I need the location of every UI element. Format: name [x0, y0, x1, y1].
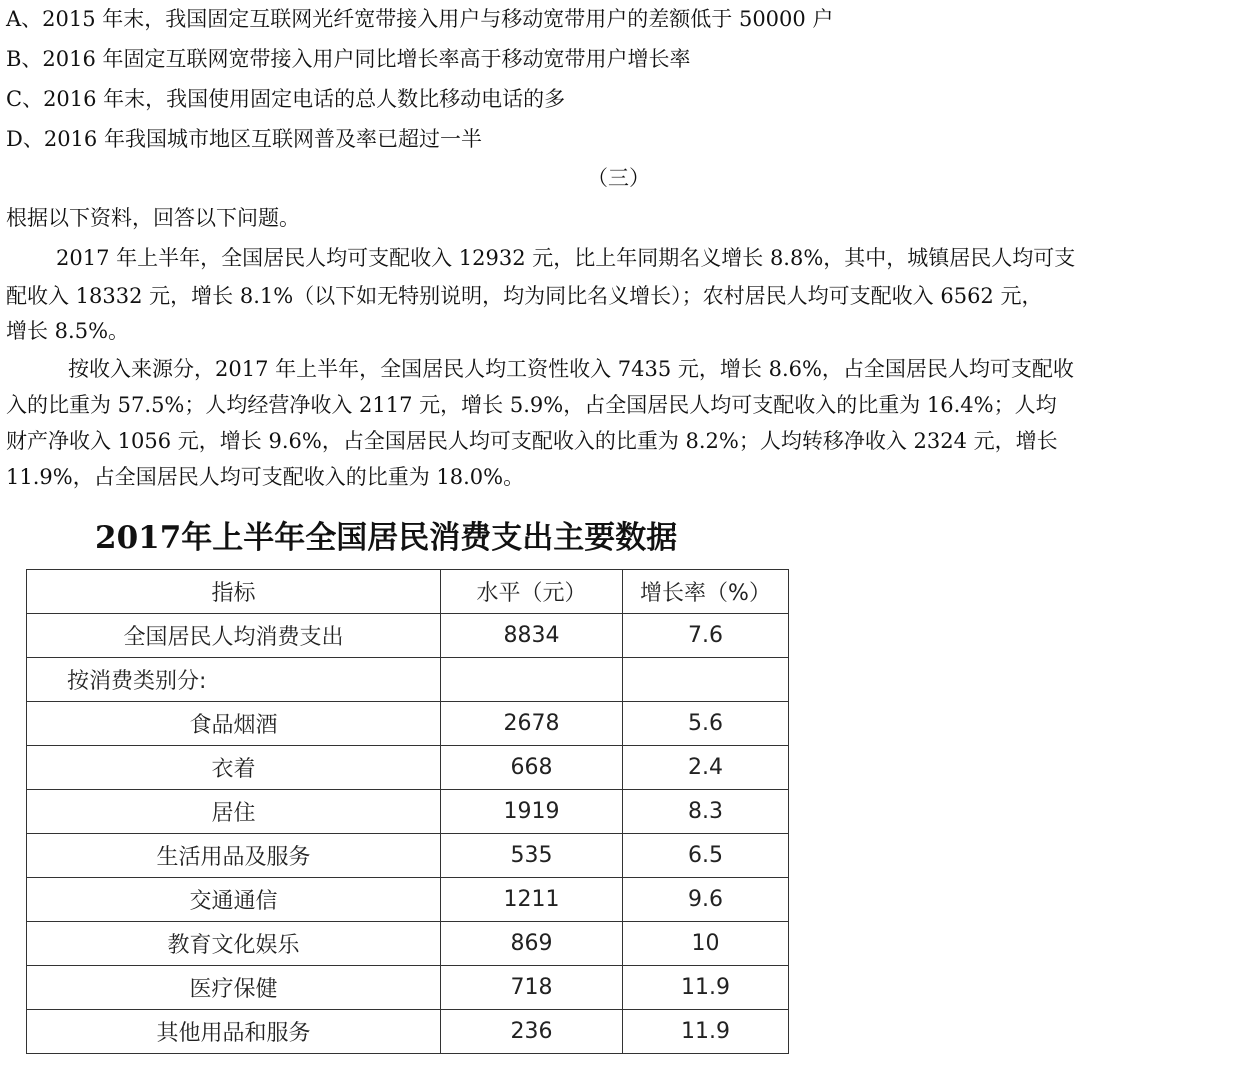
table-header: 增长率（%） [623, 570, 789, 614]
paragraph-line: 11.9%，占全国居民人均可支配收入的比重为 18.0%。 [6, 465, 525, 489]
section-number: （三） [587, 166, 650, 190]
table-cell: 668 [441, 746, 623, 790]
table-row [27, 790, 789, 834]
option-a: A、2015 年末，我国固定互联网光纤宽带接入用户与移动宽带用户的差额低于 50000 户 [6, 7, 834, 31]
table-title: 2017年上半年全国居民消费支出主要数据 [95, 520, 678, 556]
option-b: B、2016 年固定互联网宽带接入用户同比增长率高于移动宽带用户增长率 [6, 47, 691, 71]
table-cell: 11.9 [623, 1010, 789, 1054]
table-cell: 1919 [441, 790, 623, 834]
table-cell: 全国居民人均消费支出 [27, 614, 441, 658]
option-c: C、2016 年末，我国使用固定电话的总人数比移动电话的多 [6, 87, 566, 111]
table-header-row [27, 570, 789, 614]
table-cell: 11.9 [623, 966, 789, 1010]
table-cell: 869 [441, 922, 623, 966]
table-row [27, 966, 789, 1010]
paragraph-line: 按收入来源分，2017 年上半年，全国居民人均工资性收入 7435 元，增长 8.6%，占全国居民人均可支配收 [68, 357, 1074, 381]
table-cell: 医疗保健 [27, 966, 441, 1010]
table-row [27, 922, 789, 966]
paragraph-line: 2017 年上半年，全国居民人均可支配收入 12932 元，比上年同期名义增长 8.8%，其中，城镇居民人均可支 [56, 246, 1076, 270]
table-row [27, 878, 789, 922]
table-cell: 交通通信 [27, 878, 441, 922]
paragraph-line: 增长 8.5%。 [6, 319, 130, 343]
table-header: 水平（元） [441, 570, 623, 614]
table-row [27, 702, 789, 746]
consumption-table [26, 569, 789, 1054]
table-row [27, 1010, 789, 1054]
table-row [27, 614, 789, 658]
table-cell: 535 [441, 834, 623, 878]
table-cell: 5.6 [623, 702, 789, 746]
table-cell: 其他用品和服务 [27, 1010, 441, 1054]
table-cell: 9.6 [623, 878, 789, 922]
table-cell: 8.3 [623, 790, 789, 834]
table-cell: 6.5 [623, 834, 789, 878]
table-cell: 718 [441, 966, 623, 1010]
table-cell [441, 658, 623, 702]
table-cell: 居住 [27, 790, 441, 834]
intro-text: 根据以下资料，回答以下问题。 [6, 206, 300, 230]
table-cell: 236 [441, 1010, 623, 1054]
paragraph-line: 配收入 18332 元，增长 8.1%（以下如无特别说明，均为同比名义增长）；农村居民人均可支配收入 6562 元， [6, 284, 1043, 308]
paragraph-line: 入的比重为 57.5%；人均经营净收入 2117 元，增长 5.9%，占全国居民人均可支配收入的比重为 16.4%；人均 [6, 393, 1057, 417]
table-cell: 2.4 [623, 746, 789, 790]
table-cell: 7.6 [623, 614, 789, 658]
table-cell: 10 [623, 922, 789, 966]
option-d: D、2016 年我国城市地区互联网普及率已超过一半 [6, 127, 482, 151]
table-header: 指标 [27, 570, 441, 614]
paragraph-line: 财产净收入 1056 元，增长 9.6%，占全国居民人均可支配收入的比重为 8.2%；人均转移净收入 2324 元，增长 [6, 429, 1058, 453]
table-row [27, 658, 789, 702]
table-cell: 1211 [441, 878, 623, 922]
table-cell [623, 658, 789, 702]
table-cell: 生活用品及服务 [27, 834, 441, 878]
table-cell: 教育文化娱乐 [27, 922, 441, 966]
table-row [27, 746, 789, 790]
table-row [27, 834, 789, 878]
table-cell: 食品烟酒 [27, 702, 441, 746]
table-cell: 衣着 [27, 746, 441, 790]
table-cell: 8834 [441, 614, 623, 658]
table-cell: 按消费类别分: [27, 658, 441, 702]
table-cell: 2678 [441, 702, 623, 746]
